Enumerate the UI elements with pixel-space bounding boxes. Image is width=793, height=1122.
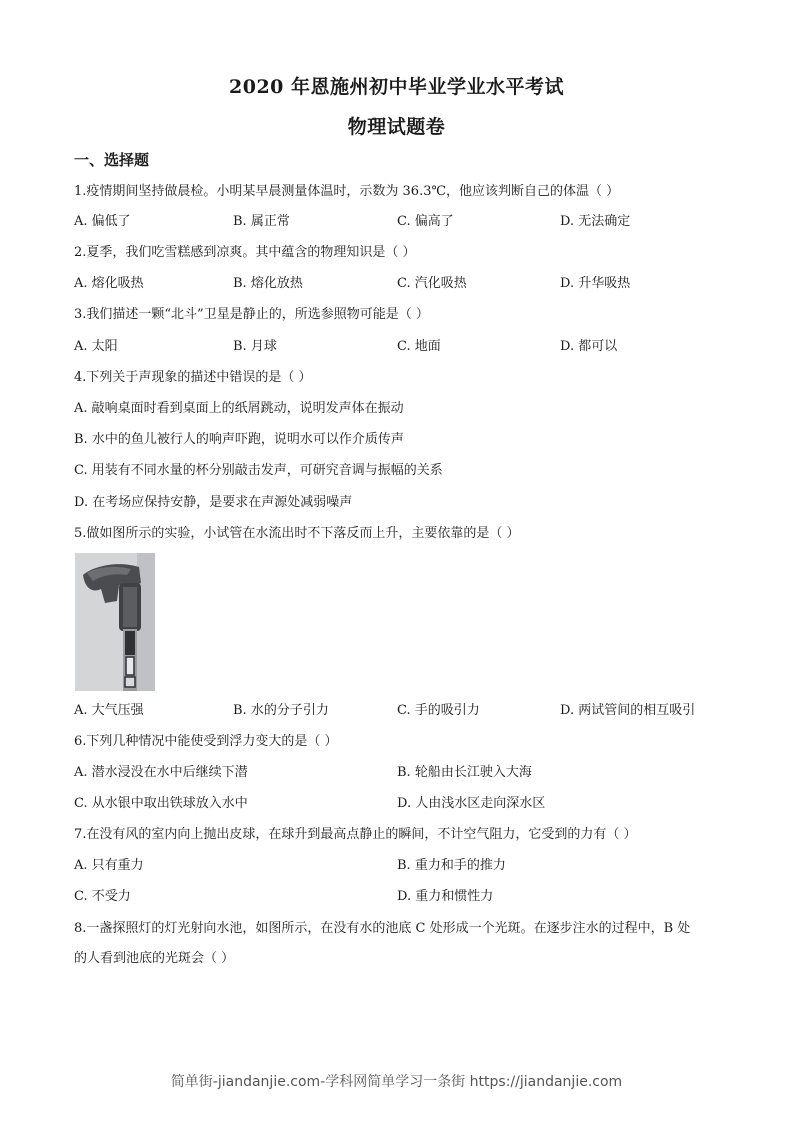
question-3-option-c: C. 地面: [397, 339, 441, 354]
question-6-option-d: D. 人由浅水区走向深水区: [397, 796, 546, 811]
question-2-stem: 2.夏季，我们吃雪糕感到凉爽。其中蕴含的物理知识是（ ）: [74, 245, 416, 260]
exam-subtitle: 物理试题卷: [347, 116, 446, 138]
question-1-option-c: C. 偏高了: [397, 214, 454, 229]
exam-title: 2020 年恩施州初中毕业学业水平考试: [229, 76, 564, 98]
question-7-option-b: B. 重力和手的推力: [397, 858, 506, 873]
question-5-option-c: C. 手的吸引力: [397, 703, 480, 718]
question-4-stem: 4.下列关于声现象的描述中错误的是（ ）: [74, 370, 312, 385]
question-1-stem: 1.疫情期间坚持做晨检。小明某早晨测量体温时，示数为 36.3℃，他应该判断自己的体温（ ）: [74, 184, 620, 199]
question-2-option-d: D. 升华吸热: [560, 276, 631, 291]
question-6-option-a: A. 潜水浸没在水中后继续下潜: [74, 765, 248, 780]
question-7-stem: 7.在没有风的室内向上抛出皮球，在球升到最高点静止的瞬间，不计空气阻力，它受到的力有（ ）: [74, 827, 637, 842]
test-tube-experiment-photo: [75, 553, 155, 691]
question-7-option-d: D. 重力和惯性力: [397, 889, 494, 904]
question-1-option-b: B. 属正常: [233, 214, 290, 229]
question-2-option-a: A. 熔化吸热: [74, 276, 144, 291]
question-4-option-b: B. 水中的鱼儿被行人的响声吓跑，说明水可以作介质传声: [74, 432, 404, 447]
question-4-option-d: D. 在考场应保持安静，是要求在声源处减弱噪声: [74, 495, 353, 510]
question-6-stem: 6.下列几种情况中能使受到浮力变大的是（ ）: [74, 734, 338, 749]
question-1-option-d: D. 无法确定: [560, 214, 631, 229]
question-7-option-c: C. 不受力: [74, 889, 131, 904]
question-2-option-b: B. 熔化放热: [233, 276, 303, 291]
question-2-option-c: C. 汽化吸热: [397, 276, 467, 291]
question-6-option-c: C. 从水银中取出铁球放入水中: [74, 796, 248, 811]
question-3-option-b: B. 月球: [233, 339, 277, 354]
footer-watermark-text: 简单街-jiandanjie.com-学科网简单学习一条街 https://jiandanjie.com: [170, 1074, 623, 1090]
question-8-stem-continued: 的人看到池底的光斑会（ ）: [74, 951, 235, 966]
question-5-stem: 5.做如图所示的实验，小试管在水流出时不下落反而上升，主要依靠的是（ ）: [74, 526, 520, 541]
question-4-option-a: A. 敲响桌面时看到桌面上的纸屑跳动，说明发声体在振动: [74, 401, 404, 416]
question-5-option-b: B. 水的分子引力: [233, 703, 329, 718]
question-3-option-a: A. 太阳: [74, 339, 118, 354]
question-5-option-a: A. 大气压强: [74, 703, 144, 718]
question-6-option-b: B. 轮船由长江驶入大海: [397, 765, 532, 780]
question-1-option-a: A. 偏低了: [74, 214, 131, 229]
section-heading: 一、选择题: [74, 151, 150, 169]
question-5-option-d: D. 两试管间的相互吸引: [560, 703, 696, 718]
question-8-stem: 8.一盏探照灯的灯光射向水池，如图所示，在没有水的池底 C 处形成一个光斑。在逐步注水的过程中，B 处: [74, 921, 691, 936]
question-3-option-d: D. 都可以: [560, 339, 618, 354]
question-3-stem: 3.我们描述一颗“北斗”卫星是静止的，所选参照物可能是（ ）: [74, 307, 429, 322]
question-4-option-c: C. 用装有不同水量的杯分别敲击发声，可研究音调与振幅的关系: [74, 463, 443, 478]
question-7-option-a: A. 只有重力: [74, 858, 144, 873]
